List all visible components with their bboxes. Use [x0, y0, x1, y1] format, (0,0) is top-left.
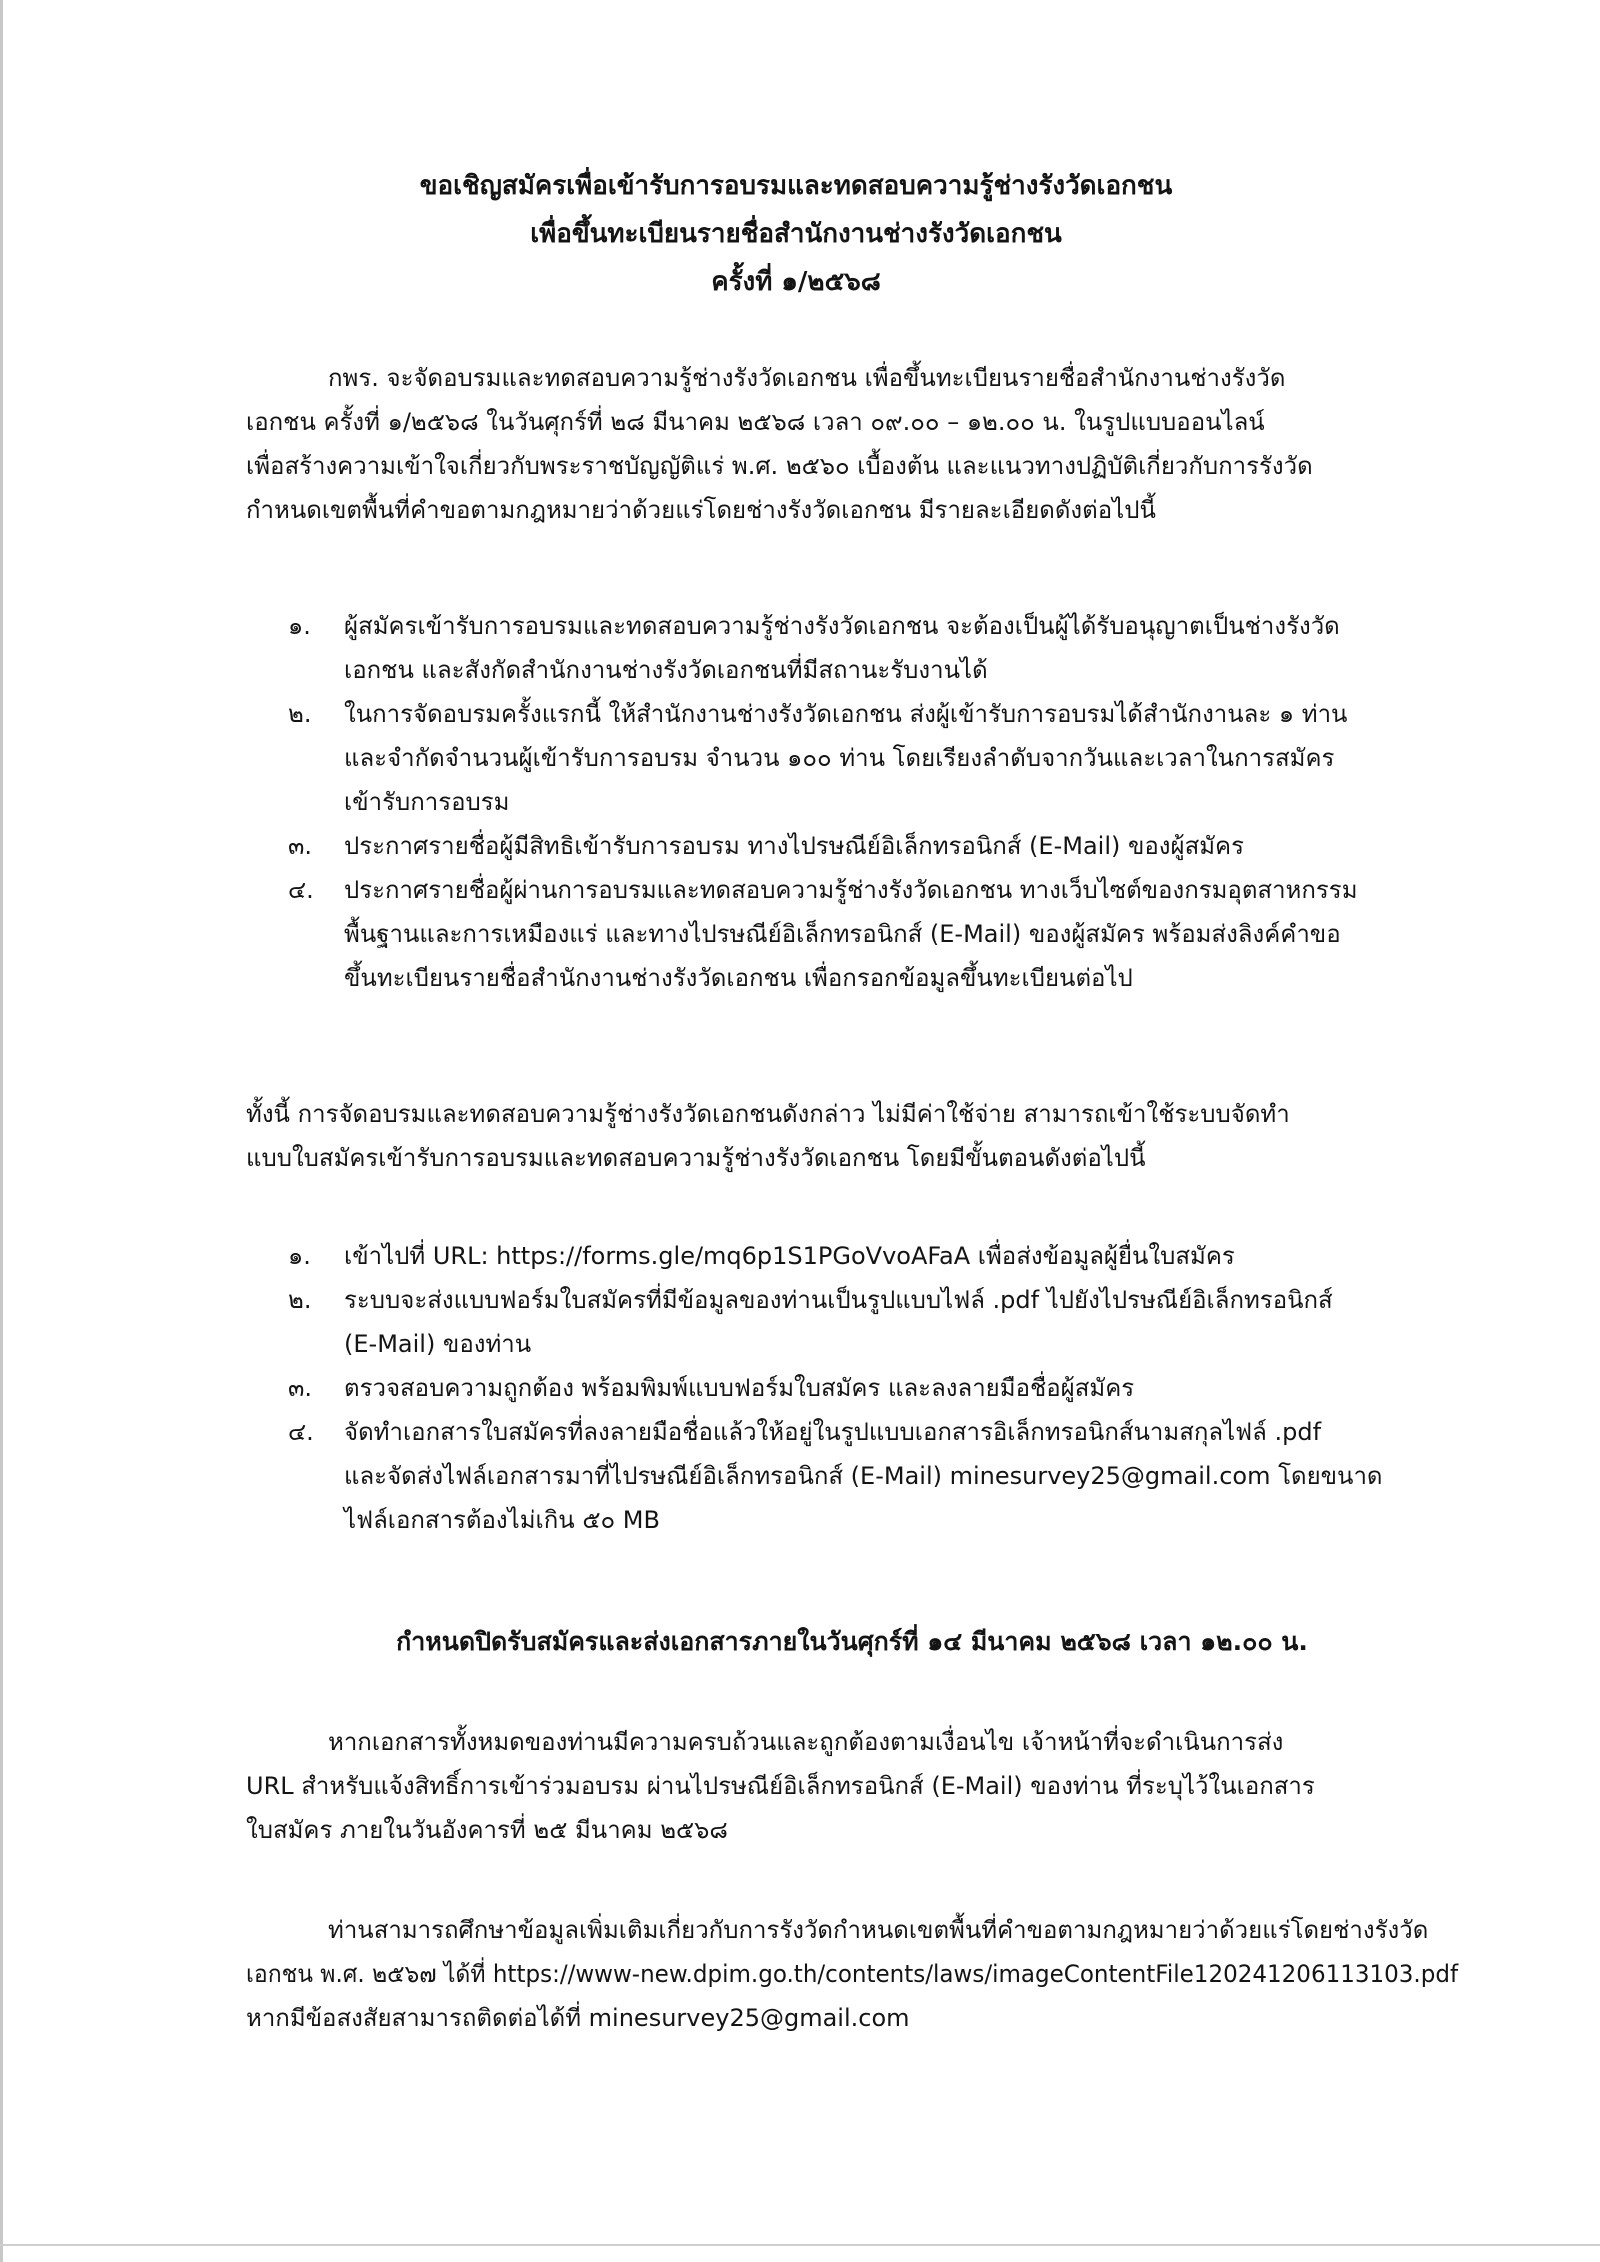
title-line-3: ครั้งที่ ๑/๒๕๖๘	[711, 267, 881, 297]
step-item	[288, 1366, 1458, 1410]
more-info-line: หากมีข้อสงสัยสามารถติดต่อได้ที่ minesurvey25@gmail.com	[246, 2004, 910, 2032]
step-line: ตรวจสอบความถูกต้อง พร้อมพิมพ์แบบฟอร์มใบสมัคร และลงลายมือชื่อผู้สมัคร	[344, 1374, 1135, 1402]
deadline-notice: กำหนดปิดรับสมัครและส่งเอกสารภายในวันศุกร์ที่ ๑๔ มีนาคม ๒๕๖๘ เวลา ๑๒.๐๐ น.	[396, 1627, 1308, 1656]
document-title	[246, 162, 1346, 306]
step-line: เข้าไปที่ URL: https://forms.gle/mq6p1S1PGoVvoAFaA เพื่อส่งข้อมูลผู้ยื่นใบสมัคร	[344, 1242, 1235, 1270]
step-number: ๔.	[288, 1418, 314, 1446]
page-edge-left	[0, 0, 3, 2262]
condition-line: ประกาศรายชื่อผู้มีสิทธิเข้ารับการอบรม ทางไปรษณีย์อิเล็กทรอนิกส์ (E-Mail) ของผู้สมัคร	[344, 832, 1244, 860]
free-note-line: ทั้งนี้ การจัดอบรมและทดสอบความรู้ช่างรังวัดเอกชนดังกล่าว ไม่มีค่าใช้จ่าย สามารถเข้าใช้ระบบจัดทำ	[246, 1100, 1290, 1128]
page-edge-bottom	[0, 2244, 1600, 2246]
title-line-1: ขอเชิญสมัครเพื่อเข้ารับการอบรมและทดสอบความรู้ช่างรังวัดเอกชน	[419, 171, 1173, 201]
condition-item	[288, 692, 1458, 824]
condition-line: ประกาศรายชื่อผู้ผ่านการอบรมและทดสอบความรู้ช่างรังวัดเอกชน ทางเว็บไซต์ของกรมอุตสาหกรรม	[344, 876, 1358, 904]
condition-item	[288, 868, 1458, 1000]
step-number: ๑.	[288, 1242, 311, 1270]
free-note-paragraph	[246, 1092, 1458, 1180]
intro-paragraph	[246, 356, 1458, 532]
step-line: (E-Mail) ของท่าน	[344, 1330, 532, 1358]
condition-line: ผู้สมัครเข้ารับการอบรมและทดสอบความรู้ช่างรังวัดเอกชน จะต้องเป็นผู้ได้รับอนุญาตเป็นช่างรังวัด	[344, 612, 1340, 640]
notification-paragraph	[246, 1720, 1458, 1852]
more-info-paragraph	[246, 1908, 1458, 2040]
step-line: ไฟล์เอกสารต้องไม่เกิน ๕๐ MB	[344, 1506, 660, 1534]
condition-number: ๓.	[288, 832, 313, 860]
notification-line: ใบสมัคร ภายในวันอังคารที่ ๒๕ มีนาคม ๒๕๖๘	[246, 1816, 728, 1844]
step-number: ๒.	[288, 1286, 312, 1314]
title-line-2: เพื่อขึ้นทะเบียนรายชื่อสำนักงานช่างรังวัดเอกชน	[530, 219, 1062, 249]
steps-list	[288, 1234, 1458, 1542]
condition-number: ๔.	[288, 876, 314, 904]
intro-line: กพร. จะจัดอบรมและทดสอบความรู้ช่างรังวัดเอกชน เพื่อขึ้นทะเบียนรายชื่อสำนักงานช่างรังวัด	[328, 364, 1286, 392]
step-line: จัดทำเอกสารใบสมัครที่ลงลายมือชื่อแล้วให้อยู่ในรูปแบบเอกสารอิเล็กทรอนิกส์นามสกุลไฟล์ .pdf	[344, 1418, 1322, 1446]
step-item	[288, 1410, 1458, 1542]
condition-line: เข้ารับการอบรม	[344, 788, 510, 816]
more-info-line: ท่านสามารถศึกษาข้อมูลเพิ่มเติมเกี่ยวกับการรังวัดกำหนดเขตพื้นที่คำขอตามกฎหมายว่าด้วยแร่โดยช่างรังวัด	[328, 1916, 1429, 1944]
condition-line: ในการจัดอบรมครั้งแรกนี้ ให้สำนักงานช่างรังวัดเอกชน ส่งผู้เข้ารับการอบรมได้สำนักงานละ ๑ ท่าน	[344, 700, 1348, 728]
condition-line: ขึ้นทะเบียนรายชื่อสำนักงานช่างรังวัดเอกชน เพื่อกรอกข้อมูลขึ้นทะเบียนต่อไป	[344, 964, 1133, 992]
condition-line: เอกชน และสังกัดสำนักงานช่างรังวัดเอกชนที่มีสถานะรับงานได้	[344, 656, 988, 684]
step-number: ๓.	[288, 1374, 313, 1402]
step-item	[288, 1278, 1458, 1366]
condition-number: ๒.	[288, 700, 312, 728]
step-item	[288, 1234, 1458, 1278]
intro-line: กำหนดเขตพื้นที่คำขอตามกฎหมายว่าด้วยแร่โดยช่างรังวัดเอกชน มีรายละเอียดดังต่อไปนี้	[246, 496, 1156, 524]
condition-item	[288, 824, 1458, 868]
condition-number: ๑.	[288, 612, 311, 640]
conditions-list	[288, 604, 1458, 1000]
notification-line: หากเอกสารทั้งหมดของท่านมีความครบถ้วนและถูกต้องตามเงื่อนไข เจ้าหน้าที่จะดำเนินการส่ง	[328, 1728, 1284, 1756]
condition-line: และจำกัดจำนวนผู้เข้ารับการอบรม จำนวน ๑๐๐ ท่าน โดยเรียงลำดับจากวันและเวลาในการสมัคร	[344, 744, 1335, 772]
condition-line: พื้นฐานและการเหมืองแร่ และทางไปรษณีย์อิเล็กทรอนิกส์ (E-Mail) ของผู้สมัคร พร้อมส่งลิงค์คำขอ	[344, 920, 1341, 948]
more-info-line: เอกชน พ.ศ. ๒๕๖๗ ได้ที่ https://www-new.dpim.go.th/contents/laws/imageContentFile120241206113103.pdf	[246, 1960, 1459, 1988]
intro-line: เพื่อสร้างความเข้าใจเกี่ยวกับพระราชบัญญัติแร่ พ.ศ. ๒๕๖๐ เบื้องต้น และแนวทางปฏิบัติเกี่ยวกับการรังวัด	[246, 452, 1313, 480]
intro-line: เอกชน ครั้งที่ ๑/๒๕๖๘ ในวันศุกร์ที่ ๒๘ มีนาคม ๒๕๖๘ เวลา ๐๙.๐๐ – ๑๒.๐๐ น. ในรูปแบบออนไลน์	[246, 408, 1265, 436]
step-line: ระบบจะส่งแบบฟอร์มใบสมัครที่มีข้อมูลของท่านเป็นรูปแบบไฟล์ .pdf ไปยังไปรษณีย์อิเล็กทรอนิกส์	[344, 1286, 1333, 1314]
condition-item	[288, 604, 1458, 692]
free-note-line: แบบใบสมัครเข้ารับการอบรมและทดสอบความรู้ช่างรังวัดเอกชน โดยมีขั้นตอนดังต่อไปนี้	[246, 1144, 1146, 1172]
notification-line: URL สำหรับแจ้งสิทธิ์การเข้าร่วมอบรม ผ่านไปรษณีย์อิเล็กทรอนิกส์ (E-Mail) ของท่าน ที่ระบุไว้ในเอกสาร	[246, 1772, 1315, 1800]
step-line: และจัดส่งไฟล์เอกสารมาที่ไปรษณีย์อิเล็กทรอนิกส์ (E-Mail) minesurvey25@gmail.com โดยขนาด	[344, 1462, 1383, 1490]
